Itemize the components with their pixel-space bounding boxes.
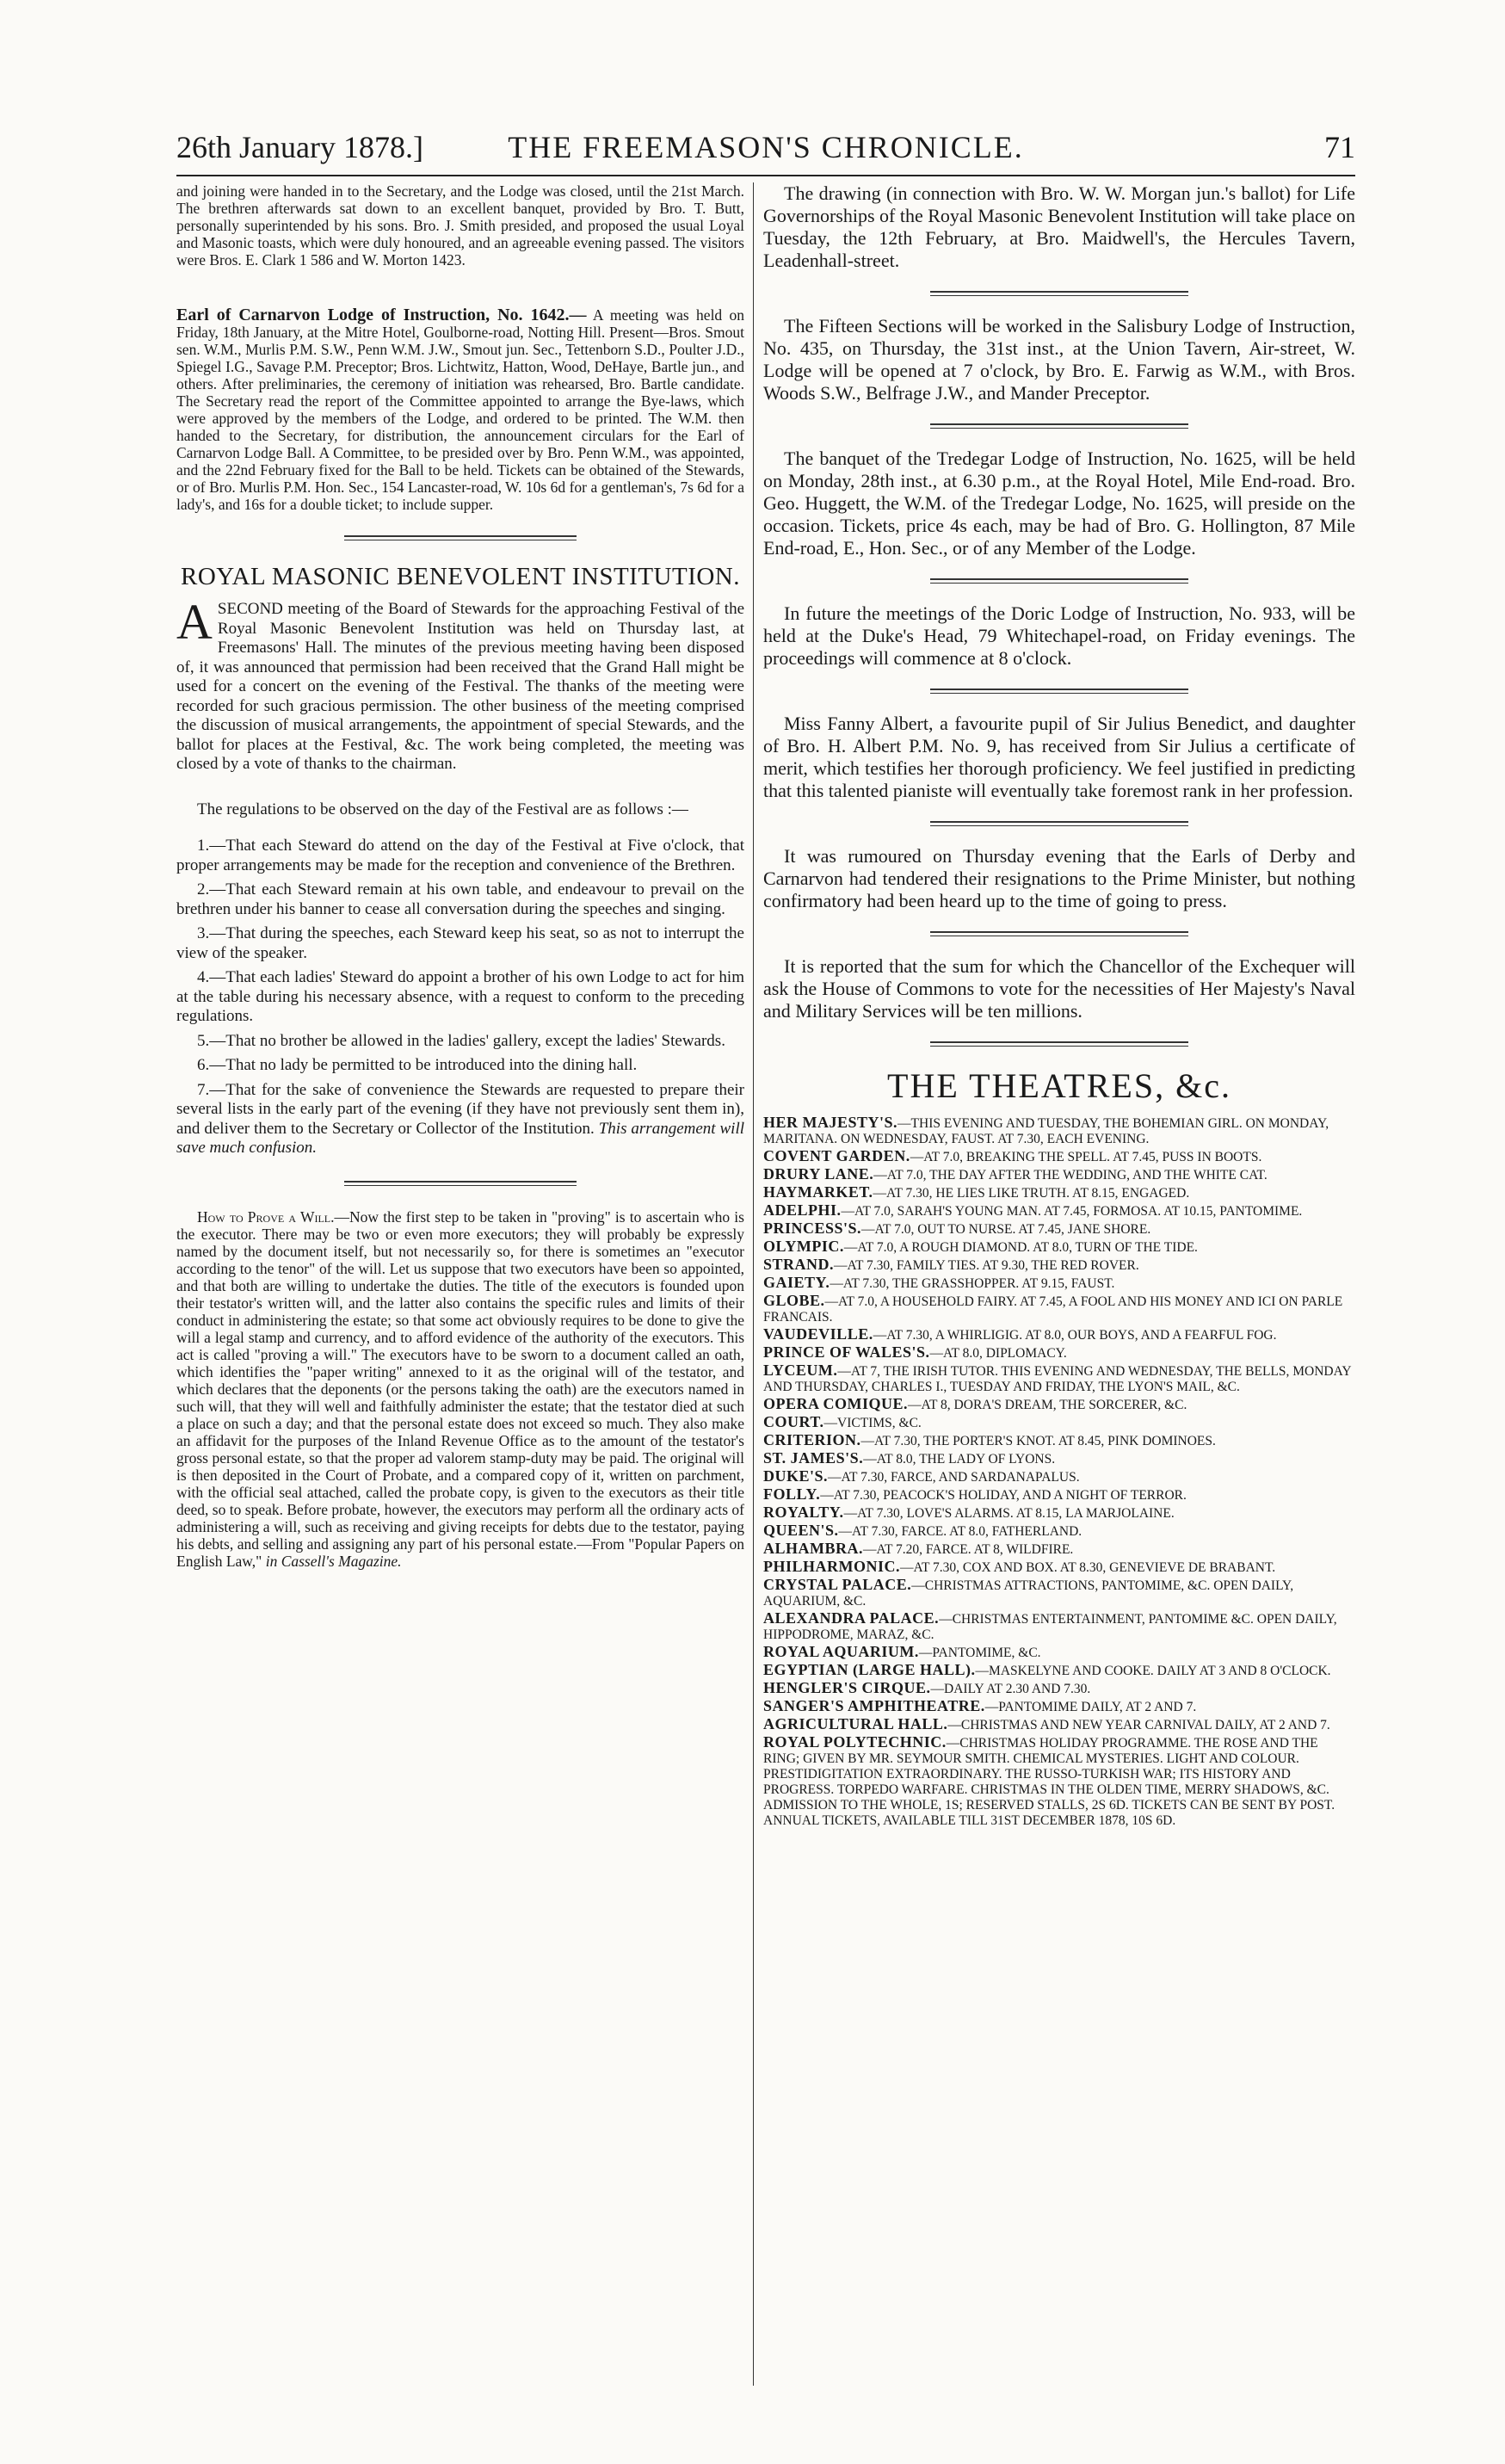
issue-date: 26th January 1878.] [176, 130, 423, 164]
theatre-name: STRAND. [763, 1256, 835, 1273]
theatre-programme: —MASKELYNE AND COOKE. DAILY AT 3 AND 8 O'CLOCK. [975, 1664, 1331, 1678]
theatre-programme: —AT 7.30, A WHIRLIGIG. AT 8.0, OUR BOYS, AND A FEARFUL FOG. [873, 1328, 1277, 1343]
theatre-name: QUEEN'S. [763, 1522, 839, 1539]
theatre-name: LYCEUM. [763, 1362, 838, 1379]
drop-cap: A [176, 594, 213, 650]
section-separator [930, 821, 1188, 826]
section-separator [930, 1041, 1188, 1047]
news-paragraph: The banquet of the Tredegar Lodge of Instruction, No. 1625, will be held on Monday, 28th inst., at 6.30 p.m., at the Royal Hotel, Mile End-road. Bro. Geo. Huggett, the W.M. of the Tredegar Lodge, No. 1625, will preside on the occasion. Tickets, price 4s each, may be had of Bro. G. Hollington, 87 Mile End-road, E., Hon. Sec., or of any Member of the Lodge. [763, 448, 1355, 559]
theatre-listing [763, 1257, 1355, 1274]
carnarvon-lodge-report [176, 306, 744, 513]
theatre-name: PRINCESS'S. [763, 1220, 862, 1237]
theatre-programme: —PANTOMIME DAILY, AT 2 AND 7. [984, 1700, 1197, 1714]
theatre-programme: —AT 8.0, DIPLOMACY. [929, 1346, 1067, 1361]
theatre-listing [763, 1559, 1355, 1576]
theatre-name: GLOBE. [763, 1292, 825, 1309]
rmbi-article [176, 594, 744, 775]
column-divider [753, 182, 754, 2386]
theatre-programme: —AT 7.30, FARCE, AND SARDANAPALUS. [828, 1470, 1080, 1485]
theatre-listing [763, 1202, 1355, 1220]
theatre-programme: —AT 7.0, OUT TO NURSE. AT 7.45, JANE SHORE. [861, 1222, 1151, 1237]
theatre-programme: —AT 7.0, SARAH'S YOUNG MAN. AT 7.45, FORMOSA. AT 10.15, PANTOMIME. [841, 1204, 1303, 1219]
news-paragraph: It is reported that the sum for which the Chancellor of the Exchequer will ask the House of Commons to vote for the necessities of Her Majesty's Naval and Military Services will be ten millions. [763, 955, 1355, 1022]
regulation-item: 5.—That no brother be allowed in the ladies' gallery, except the ladies' Stewards. [197, 1031, 725, 1050]
theatre-listing [763, 1662, 1355, 1679]
theatre-name: AGRICULTURAL HALL. [763, 1715, 948, 1732]
theatre-name: HER MAJESTY'S. [763, 1114, 898, 1131]
news-paragraph: It was rumoured on Thursday evening that the Earls of Derby and Carnarvon had tendered their resignations to the Prime Minister, but nothing confirmatory had been heard up to the time of going to press. [763, 845, 1355, 911]
theatre-programme: —AT 7.0, A ROUGH DIAMOND. AT 8.0, TURN OF THE TIDE. [843, 1240, 1198, 1255]
theatre-name: CRYSTAL PALACE. [763, 1576, 912, 1593]
theatre-name: COURT. [763, 1413, 824, 1430]
rmbi-text: SECOND meeting of the Board of Stewards for the approaching Festival of the Royal Masonic Benevolent Institution was held on Thursday last, at Freemasons' Hall. The minutes of the previous meeting having been disposed of, it was announced that permission had been received that the Grand Hall might be used for a concert on the evening of the Festival. The thanks of the meeting were recorded for such gracious permission. The other business of the meeting comprised the discussion of musical arrangements, the appointment of special Stewards, and the ballot for places at the Festival, &c. The work being completed, the meeting was closed by a vote of thanks to the chairman. [176, 600, 744, 773]
news-paragraph: The Fifteen Sections will be worked in the Salisbury Lodge of Instruction, No. 435, on Thursday, the 31st inst., at the Union Tavern, Air-street, W. Lodge will be opened at 7 o'clock, by Bro. E. Farwig as W.M., with Bros. Woods S.W., Belfrage J.W., and Mander Preceptor. [763, 315, 1355, 404]
theatre-programme: —DAILY AT 2.30 AND 7.30. [930, 1682, 1091, 1696]
regulation-item: 6.—That no lady be permitted to be introduced into the dining hall. [197, 1056, 638, 1074]
regulation-item: 3.—That during the speeches, each Steward keep his seat, so as not to interrupt the view of the speaker. [176, 924, 744, 962]
theatre-programme: —AT 7.0, A HOUSEHOLD FAIRY. AT 7.45, A FOOL AND HIS MONEY AND ICI ON PARLE FRANCAIS. [763, 1294, 1343, 1325]
regulation-item: 4.—That each ladies' Steward do appoint a brother of his own Lodge to act for him at the table during his necessary absence, with a request to conform to the preceding regulations. [176, 968, 744, 1025]
theatre-listing [763, 1680, 1355, 1697]
prove-will-lead: How to Prove a Will. [197, 1207, 335, 1226]
theatre-listing [763, 1115, 1355, 1147]
theatre-programme: —AT 7.30, HE LIES LIKE TRUTH. AT 8.15, ENGAGED. [873, 1186, 1190, 1201]
regulations-intro: The regulations to be observed on the day of the Festival are as follows :— [197, 800, 688, 818]
header-rule [176, 175, 1355, 176]
theatre-listing [763, 1716, 1355, 1733]
theatre-programme: —CHRISTMAS HOLIDAY PROGRAMME. THE ROSE AND THE RING; GIVEN BY MR. SEYMOUR SMITH. CHEMICAL MYSTERIES. LIGHT AND COLOUR. PRESTIDIGITATION EXTRAORDINARY. THE RUSSO-TURKISH WAR; ITS HISTORY AND PROGRESS. TORPEDO WARFARE. CHRISTMAS IN THE OLDEN TIME, MERRY SHADOWS, &C. ADMISSION TO THE WHOLE, 1S; RESERVED STALLS, 2S 6D. TICKETS CAN BE SENT BY POST. ANNUAL TICKETS, AVAILABLE TILL 31ST DECEMBER 1878, 10S 6D. [763, 1736, 1335, 1828]
theatre-listing [763, 1610, 1355, 1643]
theatre-name: EGYPTIAN (LARGE HALL). [763, 1661, 976, 1678]
theatre-name: ADELPHI. [763, 1201, 842, 1219]
theatre-name: DRURY LANE. [763, 1165, 874, 1183]
theatre-listing [763, 1734, 1355, 1829]
prove-will-credit: in Cassell's Magazine. [265, 1552, 402, 1570]
theatre-programme: —PANTOMIME, &C. [918, 1646, 1041, 1660]
regulation-item: 1.—That each Steward do attend on the day of the Festival at Five o'clock, that proper arrangements may be made for the reception and convenience of the Brethren. [176, 837, 744, 874]
page-number: 71 [1324, 130, 1355, 164]
theatre-name: FOLLY. [763, 1485, 821, 1503]
theatre-programme: —AT 7.20, FARCE. AT 8, WILDFIRE. [863, 1542, 1074, 1557]
theatre-programme: —AT 7.30, FARCE. AT 8.0, FATHERLAND. [838, 1524, 1082, 1539]
theatre-name: VAUDEVILLE. [763, 1325, 873, 1343]
carnarvon-heading: Earl of Carnarvon Lodge of Instruction, No. 1642.— [176, 306, 587, 324]
theatre-name: DUKE'S. [763, 1467, 829, 1485]
theatre-name: HAYMARKET. [763, 1183, 873, 1201]
theatre-programme: —AT 7.30, COX AND BOX. AT 8.30, GENEVIEVE DE BRABANT. [900, 1560, 1276, 1575]
theatre-listing [763, 1698, 1355, 1715]
theatre-programme: —AT 7.30, FAMILY TIES. AT 9.30, THE RED ROVER. [834, 1258, 1139, 1273]
theatre-programme: —AT 7.30, THE GRASSHOPPER. AT 9.15, FAUST. [830, 1276, 1115, 1291]
theatre-listing [763, 1644, 1355, 1661]
theatre-name: ALHAMBRA. [763, 1540, 863, 1557]
theatre-listings [763, 1115, 1355, 1829]
regulation-7-note: This arrangement will save much confusion. [176, 1119, 745, 1157]
theatre-listing [763, 1541, 1355, 1558]
theatre-programme: —AT 7.30, LOVE'S ALARMS. AT 8.15, LA MARJOLAINE. [843, 1506, 1175, 1521]
section-separator [344, 535, 577, 540]
lodge-report-continuation: and joining were handed in to the Secretary, and the Lodge was closed, until the 21st March. The brethren afterwards sat down to an excellent banquet, provided by Bro. T. Butt, personally superintended by his sons. Bro. J. Smith presided, and proposed the usual Loyal and Masonic toasts, which were duly honoured, and an agreeable evening passed. The visitors were Bros. E. Clark 1 586 and W. Morton 1423. [176, 182, 744, 269]
theatre-programme: —CHRISTMAS AND NEW YEAR CARNIVAL DAILY, AT 2 AND 7. [947, 1718, 1330, 1732]
theatre-name: ALEXANDRA PALACE. [763, 1609, 940, 1627]
theatre-listing [763, 1184, 1355, 1201]
theatre-listing [763, 1396, 1355, 1413]
theatre-listing [763, 1293, 1355, 1325]
theatre-name: ROYALTY. [763, 1504, 844, 1521]
theatre-listing [763, 1414, 1355, 1431]
regulation-item: 2.—That each Steward remain at his own table, and endeavour to prevail on the brethren under his banner to cease all conversation during the speeches and singing. [176, 880, 744, 918]
theatre-listing [763, 1486, 1355, 1504]
left-column [176, 182, 744, 1575]
theatre-programme: —AT 7.0, THE DAY AFTER THE WEDDING, AND THE WHITE CAT. [873, 1168, 1268, 1183]
right-column [763, 182, 1355, 1830]
theatre-listing [763, 1577, 1355, 1609]
theatre-programme: —AT 7.30, THE PORTER'S KNOT. AT 8.45, PINK DOMINOES. [860, 1434, 1216, 1448]
theatre-listing [763, 1468, 1355, 1485]
theatre-listing [763, 1344, 1355, 1362]
theatres-heading: THE THEATRES, &c. [887, 1066, 1231, 1105]
theatre-programme: —AT 7.0, BREAKING THE SPELL. AT 7.45, PUSS IN BOOTS. [910, 1150, 1262, 1164]
theatre-programme: —AT 7.30, PEACOCK'S HOLIDAY, AND A NIGHT OF TERROR. [820, 1488, 1187, 1503]
theatre-name: OLYMPIC. [763, 1238, 844, 1255]
news-paragraph: Miss Fanny Albert, a favourite pupil of Sir Julius Benedict, and daughter of Bro. H. Albert P.M. No. 9, has received from Sir Julius a certificate of merit, which testifies her thorough proficiency. We feel justified in predicting that this talented pianiste will eventually take foremost rank in her profession. [763, 713, 1355, 801]
theatre-listing [763, 1148, 1355, 1165]
theatre-name: HENGLER'S CIRQUE. [763, 1679, 931, 1696]
carnarvon-text: A meeting was held on Friday, 18th January, at the Mitre Hotel, Goulborne-road, Notting Hill. Present—Bros. Smout sen. W.M., Murlis P.M. S.W., Penn W.M. J.W., Smout jun. Sec., Tettenborn S.D., Poulter J.D., Spiegel I.G., Savage P.M. Preceptor; Bros. Lichtwitz, Hatton, Wood, DeHaye, Bartle jun., and others. After preliminaries, the ceremony of initiation was rehearsed, Bro. Bartle candidate. The Secretary read the report of the Committee appointed to arrange the Bye-laws, which were approved by the members of the Lodge, and ordered to be printed. The W.M. then handed to the Secretary, for distribution, the announcement circulars for the Earl of Carnarvon Lodge Ball. A Committee, to be presided over by Bro. Penn W.M., was appointed, and the 22nd February fixed for the Ball to be held. Tickets can be obtained of the Stewards, or of Bro. Murlis P.M. Hon. Sec., 154 Lancaster-road, W. 10s 6d for a gentleman's, 7s 6d for a lady's, and 16s for a double ticket; to include supper. [176, 306, 744, 513]
regulation-item-7 [176, 1081, 744, 1158]
section-separator [344, 1181, 577, 1186]
regulation-7-text: 7.—That for the sake of convenience the Stewards are requested to prepare their several lists in the early part of the evening (if they have not previously sent them in), and deliver them to the Secretary or Collector of the Institution. [176, 1080, 744, 1138]
section-separator [930, 578, 1188, 584]
news-paragraph: In future the meetings of the Doric Lodge of Instruction, No. 933, will be held at the Duke's Head, 79 Whitechapel-road, on Friday evenings. The proceedings will commence at 8 o'clock. [763, 602, 1355, 669]
theatre-name: COVENT GARDEN. [763, 1147, 910, 1164]
rmbi-heading: ROYAL MASONIC BENEVOLENT INSTITUTION. [180, 563, 740, 590]
theatre-name: PRINCE OF WALES'S. [763, 1343, 930, 1361]
theatre-name: CRITERION. [763, 1431, 861, 1448]
theatre-programme: —AT 7, THE IRISH TUTOR. THIS EVENING AND WEDNESDAY, THE BELLS, MONDAY AND THURSDAY, CHARLES I., TUESDAY AND FRIDAY, THE LYON'S MAIL, &C. [763, 1364, 1352, 1394]
theatre-name: PHILHARMONIC. [763, 1558, 900, 1575]
section-separator [930, 291, 1188, 296]
theatre-name: ROYAL POLYTECHNIC. [763, 1733, 947, 1751]
theatre-listing [763, 1326, 1355, 1343]
theatre-listing [763, 1504, 1355, 1522]
theatre-name: ST. JAMES'S. [763, 1449, 864, 1467]
theatre-name: SANGER'S AMPHITHEATRE. [763, 1697, 985, 1714]
theatre-listing [763, 1362, 1355, 1395]
theatre-listing [763, 1238, 1355, 1256]
news-paragraph: The drawing (in connection with Bro. W. W. Morgan jun.'s ballot) for Life Governorships of the Royal Masonic Benevolent Institution will take place on Tuesday, the 12th February, at Bro. Maidwell's, the Hercules Tavern, Leadenhall-street. [763, 182, 1355, 271]
theatre-listing [763, 1275, 1355, 1292]
prove-will-article [176, 1208, 744, 1570]
prove-will-text: —Now the first step to be taken in "proving" is to ascertain who is the executor. There may be two or even more executors; they will probably be expressly named by the document itself, but not necessarily so, for there is sometimes an "executor according to the tenor" of the will. Let us suppose that two executors have been so appointed, and that both are willing to undertake the duties. The title of the executors is founded upon their testator's written will, and the latter also contains the specific rules and limits of their conduct in administering the estate; so that some act obviously requires to be done to give the will a legal stamp and currency, and to afford evidence of the authority of the executors. This act is called "proving a will." The executors have to be sworn to a document called an oath, which identifies the "paper writing" annexed to it as the original will of the testator, and which declares that the deponents (or the persons taking the oath) are the executors named in such will, that they will well and faithfully administer the estate; that the testator died at such a place on such a day; and that the personal estate does not exceed so much. They also make an affidavit for the purposes of the Inland Revenue Office as to the amount of the testator's gross personal estate, so that the proper ad valorem stamp-duty may be paid. The original will is then deposited in the Court of Probate, and a compared copy of it, written on parchment, with the official seal attached, called the probate copy, is given to the executors as their title deed, so to speak. Before probate, however, the executors may perform all the ordinary acts of administering a will, such as receiving and giving receipts for debts due to the testator, paying his debts, and selling and assigning any part of his personal estate.—From "Popular Papers on English Law," [176, 1207, 744, 1570]
theatre-name: OPERA COMIQUE. [763, 1395, 909, 1412]
theatre-programme: —CHRISTMAS ENTERTAINMENT, PANTOMIME &C. OPEN DAILY, HIPPODROME, MARAZ, &C. [763, 1612, 1337, 1642]
section-separator [930, 931, 1188, 936]
publication-title: THE FREEMASON'S CHRONICLE. [508, 130, 1024, 164]
theatre-programme: —AT 8, DORA'S DREAM, THE SORCERER, &C. [908, 1398, 1187, 1412]
theatre-programme: —THIS EVENING AND TUESDAY, THE BOHEMIAN GIRL. ON MONDAY, MARITANA. ON WEDNESDAY, FAUST. AT 7.30, EACH EVENING. [763, 1116, 1329, 1146]
page-header [176, 129, 1355, 172]
theatre-listing [763, 1166, 1355, 1183]
theatre-programme: —CHRISTMAS ATTRACTIONS, PANTOMIME, &C. OPEN DAILY, AQUARIUM, &C. [763, 1578, 1294, 1609]
section-separator [930, 423, 1188, 429]
theatre-listing [763, 1450, 1355, 1467]
theatre-listing [763, 1220, 1355, 1238]
theatre-programme: —AT 8.0, THE LADY OF LYONS. [863, 1452, 1056, 1467]
theatre-listing [763, 1432, 1355, 1449]
section-separator [930, 689, 1188, 694]
theatre-listing [763, 1522, 1355, 1540]
theatre-programme: —VICTIMS, &C. [823, 1416, 922, 1430]
theatre-name: GAIETY. [763, 1274, 830, 1291]
theatre-name: ROYAL AQUARIUM. [763, 1643, 919, 1660]
